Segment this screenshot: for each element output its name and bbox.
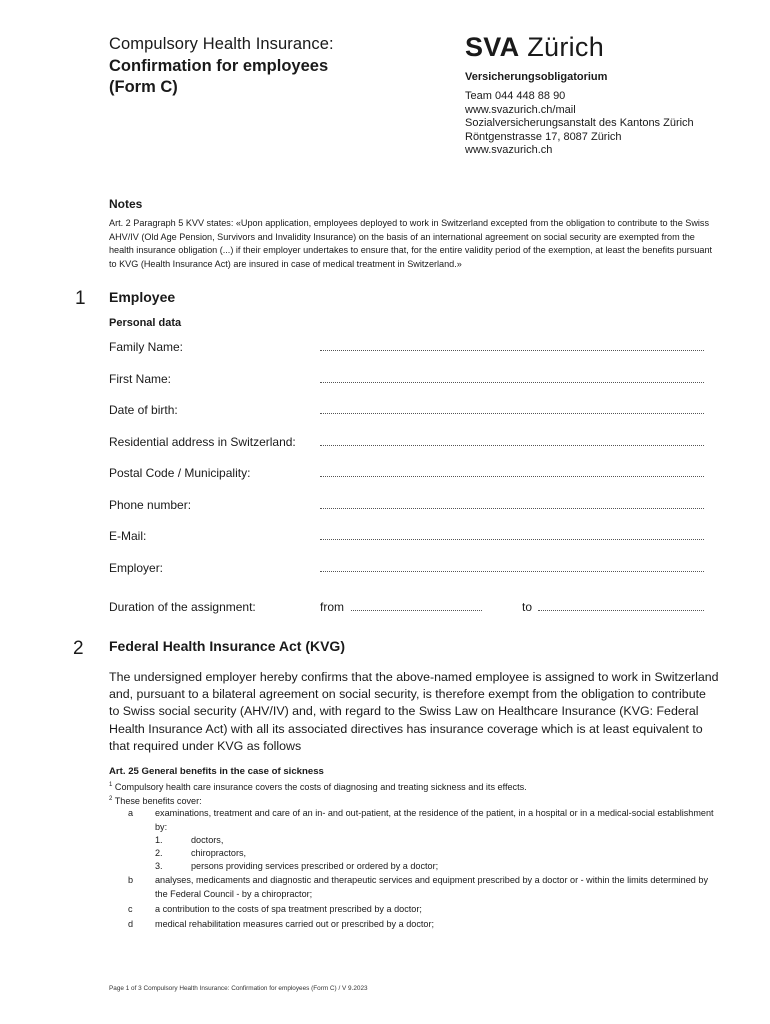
postal-code-field[interactable] bbox=[320, 476, 704, 477]
subitem-3-text: persons providing services prescribed or ordered by a doctor; bbox=[191, 861, 439, 871]
item-c-text: a contribution to the costs of spa treatment prescribed by a doctor; bbox=[155, 904, 422, 914]
form-title-line1: Compulsory Health Insurance: bbox=[109, 35, 334, 53]
paragraph-1-marker: 1 bbox=[109, 782, 113, 788]
postal-code-label: Postal Code / Municipality: bbox=[109, 466, 251, 480]
form-title-heading bbox=[109, 56, 328, 98]
notes-text: Art. 2 Paragraph 5 KVV states: «Upon application, employees deployed to work in Switzerland excepted from the obligation to contribute to the Swiss AHV/IV (Old Age Pension, Survivors and Invalidity Insurance) on the basis of an international agreement on social security are exempted from the health insurance obligation (...) if their employer undertakes to ensure that, for the entire validity period of the exemption, at least the benefits pursuant to KVG (Health Insurance Act) are insured in case of medical treatment in Switzerland.» bbox=[109, 218, 713, 269]
org-phone: Team 044 448 88 90 bbox=[465, 90, 566, 102]
paragraph-2-marker: 2 bbox=[109, 796, 113, 802]
email-label: E-Mail: bbox=[109, 529, 147, 543]
family-name-label: Family Name: bbox=[109, 340, 184, 354]
duration-to-label: to bbox=[522, 600, 533, 614]
org-mail-link[interactable]: www.svazurich.ch/mail bbox=[465, 103, 576, 116]
phone-number-label: Phone number: bbox=[109, 498, 192, 512]
date-of-birth-label: Date of birth: bbox=[109, 403, 178, 417]
first-name-label: First Name: bbox=[109, 372, 172, 386]
item-d-text: medical rehabilitation measures carried out or prescribed by a doctor; bbox=[155, 919, 435, 929]
email-field[interactable] bbox=[320, 539, 704, 540]
duration-label: Duration of the assignment: bbox=[109, 600, 256, 614]
phone-number-field[interactable] bbox=[320, 508, 704, 509]
sva-zurich-logo bbox=[465, 32, 604, 63]
item-c-marker: c bbox=[128, 904, 133, 914]
item-b-marker: b bbox=[128, 875, 134, 885]
section-2-title: Federal Health Insurance Act (KVG) bbox=[109, 638, 345, 654]
org-full-name: Sozialversicherungsanstalt des Kantons Zürich bbox=[465, 117, 694, 129]
residential-address-field[interactable] bbox=[320, 445, 704, 446]
paragraph-2-text: These benefits cover: bbox=[114, 796, 202, 807]
first-name-field[interactable] bbox=[320, 382, 704, 383]
org-website-link[interactable]: www.svazurich.ch bbox=[465, 144, 553, 156]
employer-field[interactable] bbox=[320, 571, 704, 572]
form-title-line2: Confirmation for employees bbox=[109, 57, 329, 75]
subitem-2-marker: 2. bbox=[155, 848, 163, 858]
duration-from-label: from bbox=[320, 600, 344, 614]
confirmation-paragraph: The undersigned employer hereby confirms that the above-named employee is assigned to work in Switzerland and, pursuant to a bilateral agreement on social security, is therefore exempt from the obligation to contribute to Swiss social security (AHV/IV) and, with regard to the Swiss Law on Healthcare Insurance (KVG: Federal Health Insurance Act) with all its associated directives has insurance coverage which is at least equivalent to that required under KVG as follows bbox=[109, 670, 719, 753]
org-address: Röntgenstrasse 17, 8087 Zürich bbox=[465, 130, 622, 143]
personal-data-heading: Personal data bbox=[109, 317, 182, 329]
paragraph-1-text: Compulsory health care insurance covers the costs of diagnosing and treating sickness and its effects. bbox=[114, 782, 527, 793]
item-a-text: examinations, treatment and care of an in- and out-patient, at the residence of the patient, in a hospital or in a medical-social establishment by: bbox=[155, 808, 714, 832]
article-25-heading: Art. 25 General benefits in the case of sickness bbox=[109, 766, 324, 777]
residential-address-label: Residential address in Switzerland: bbox=[109, 435, 296, 449]
section-1-title: Employee bbox=[109, 289, 176, 305]
subitem-3-marker: 3. bbox=[155, 861, 163, 871]
org-contact-block bbox=[465, 90, 694, 158]
section-1-number: 1 bbox=[75, 288, 86, 309]
family-name-field[interactable] bbox=[320, 350, 704, 351]
logo-light-text: Zürich bbox=[527, 32, 605, 62]
subitem-1-text: doctors, bbox=[191, 835, 224, 845]
item-d-marker: d bbox=[128, 919, 134, 929]
employer-label: Employer: bbox=[109, 561, 164, 575]
duration-to-field[interactable] bbox=[538, 610, 704, 611]
page-footer: Page 1 of 3 Compulsory Health Insurance: Confirmation for employees (Form C) / V 9.2023 bbox=[109, 985, 368, 992]
date-of-birth-field[interactable] bbox=[320, 413, 704, 414]
org-department: Versicherungsobligatorium bbox=[465, 71, 608, 83]
section-2-number: 2 bbox=[73, 638, 84, 659]
notes-heading: Notes bbox=[109, 197, 143, 211]
duration-from-field[interactable] bbox=[351, 610, 482, 611]
logo-bold-text: SVA bbox=[465, 32, 520, 62]
item-b-text: analyses, medicaments and diagnostic and therapeutic services and equipment prescribed by a doctor or - within the limits determined by the Federal Council - by a chiropractor; bbox=[155, 875, 708, 899]
subitem-2-text: chiropractors, bbox=[191, 848, 247, 858]
item-a-marker: a bbox=[128, 808, 134, 818]
form-title-line3: (Form C) bbox=[109, 78, 178, 96]
subitem-1-marker: 1. bbox=[155, 835, 163, 845]
